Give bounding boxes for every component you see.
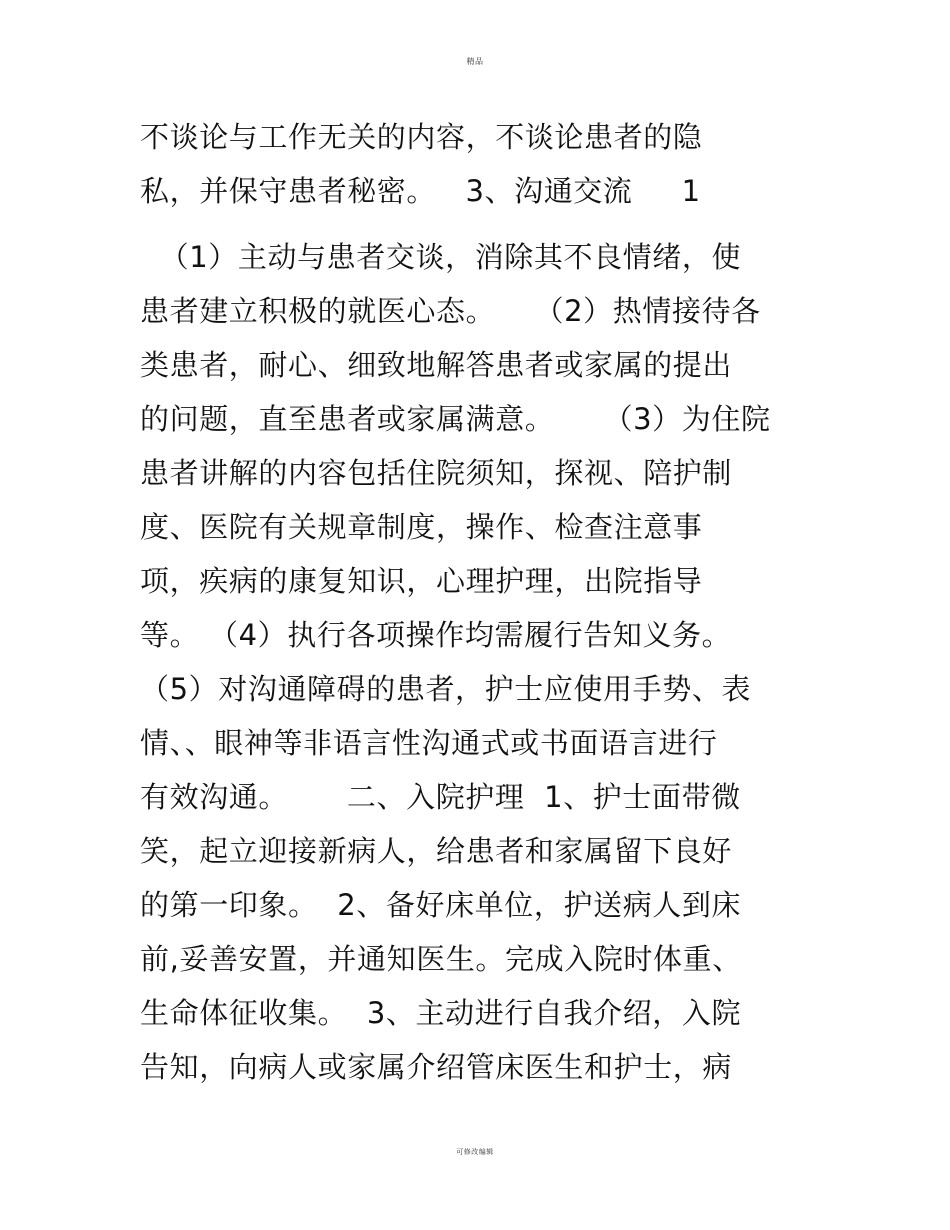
text-line: 告知，向病人或家属介绍管床医生和护士，病 [140, 1050, 733, 1084]
text-line: 等。 （4）执行各项操作均需履行告知义务。 [140, 618, 732, 652]
page-footer: 可修改编辑 [456, 1148, 494, 1156]
text-line: 情、、眼神等非语言性沟通式或书面语言进行 [140, 726, 718, 760]
text-line: 度、医院有关规章制度，操作、检查注意事 [140, 510, 703, 544]
body-text [140, 114, 800, 1098]
text-line: 患者讲解的内容包括住院须知，探视、陪护制 [140, 456, 733, 490]
page-header: 精品 [466, 57, 484, 66]
text-line: 项，疾病的康复知识，心理护理，出院指导 [140, 564, 703, 598]
paragraph-gap [140, 222, 800, 234]
text-line: 类患者，耐心、细致地解答患者或家属的提出 [140, 348, 733, 382]
text-line: 笑，起立迎接新病人，给患者和家属留下良好 [140, 834, 733, 868]
text-line: 的问题，直至患者或家属满意。 （3）为住院 [140, 402, 771, 436]
text-line: （5）对沟通障碍的患者，护士应使用手势、表 [140, 672, 752, 706]
text-line: 生命体征收集。 3、主动进行自我介绍，入院 [140, 996, 742, 1030]
text-line: 前,妥善安置，并通知医生。完成入院时体重、 [140, 942, 742, 976]
text-line: 有效沟通。 二、入院护理 1、护士面带微 [140, 780, 741, 814]
text-line: 的第一印象。 2、备好床单位，护送病人到床 [140, 888, 742, 922]
text-line: 私，并保守患者秘密。 3、沟通交流 1 [140, 174, 701, 208]
text-line: 不谈论与工作无关的内容，不谈论患者的隐 [140, 120, 703, 154]
text-line: （1）主动与患者交谈，消除其不良情绪，使 [140, 240, 742, 274]
text-line: 患者建立积极的就医心态。 （2）热情接待各 [140, 294, 761, 328]
